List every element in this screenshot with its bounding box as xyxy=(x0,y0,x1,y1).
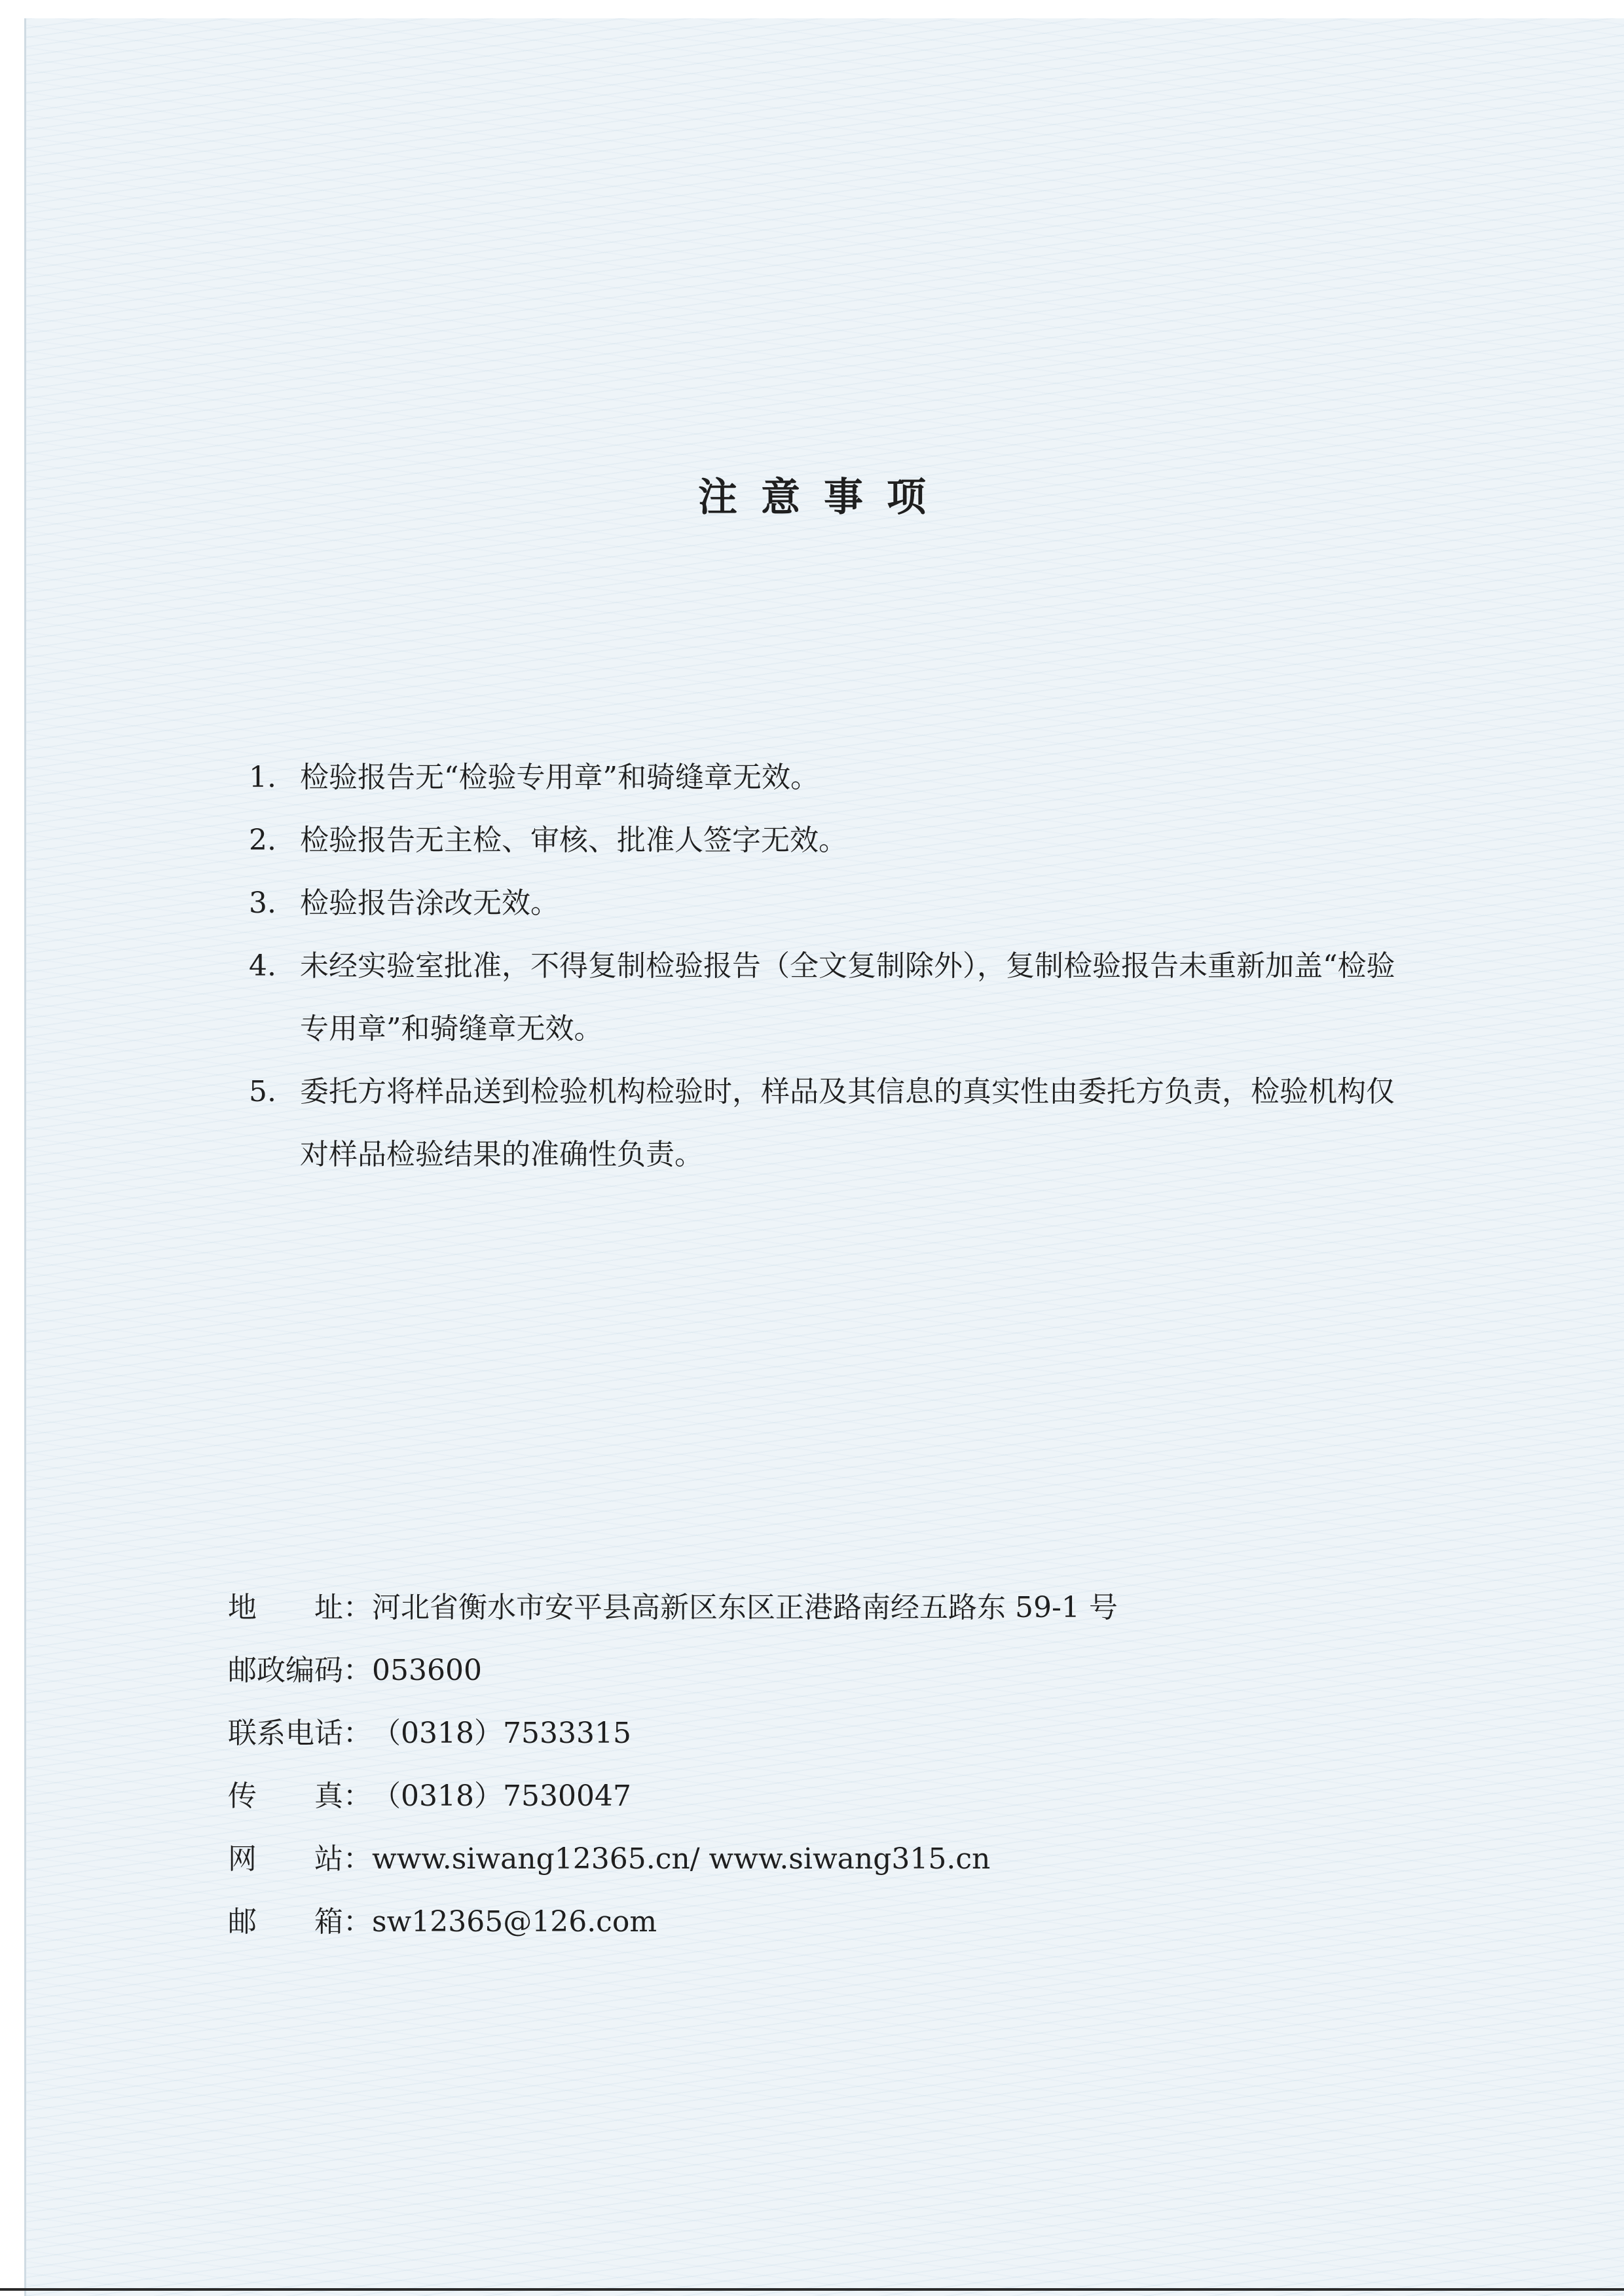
postcode-label: 邮政编码： xyxy=(228,1654,372,1687)
note-text: 检验报告无主检、审核、批准人签字无效。 xyxy=(300,824,847,857)
note-text: 检验报告涂改无效。 xyxy=(300,886,559,920)
website-value[interactable]: www.siwang12365.cn/ www.siwang315.cn xyxy=(372,1842,991,1876)
postcode-row xyxy=(228,1639,1407,1702)
note-number: 1. xyxy=(249,761,276,794)
fax-value: （0318）7530047 xyxy=(372,1779,631,1813)
address-label: 地 址： xyxy=(228,1591,372,1624)
note-text: 未经实验室批准，不得复制检验报告（全文复制除外），复制检验报告未重新加盖“检验专用章”和骑缝章无效。 xyxy=(300,949,1395,1046)
fax-row xyxy=(228,1765,1407,1828)
scan-edge-line xyxy=(0,2288,1624,2291)
website-label: 网 站： xyxy=(228,1842,372,1876)
email-row xyxy=(228,1891,1407,1954)
note-number: 5. xyxy=(249,1075,276,1108)
note-item xyxy=(249,746,1414,809)
note-number: 4. xyxy=(249,949,276,983)
phone-row xyxy=(228,1702,1407,1765)
contact-info xyxy=(228,1576,1407,1954)
note-text: 检验报告无“检验专用章”和骑缝章无效。 xyxy=(300,761,819,794)
note-item xyxy=(249,1061,1414,1186)
phone-label: 联系电话： xyxy=(228,1717,372,1750)
website-row xyxy=(228,1828,1407,1891)
note-text: 委托方将样品送到检验机构检验时，样品及其信息的真实性由委托方负责，检验机构仅对样品检验结果的准确性负责。 xyxy=(300,1075,1395,1171)
note-number: 3. xyxy=(249,886,276,920)
phone-value: （0318）7533315 xyxy=(372,1717,631,1750)
fax-label: 传 真： xyxy=(228,1779,372,1813)
email-value[interactable]: sw12365@126.com xyxy=(372,1905,657,1939)
postcode-value: 053600 xyxy=(372,1654,482,1687)
note-item xyxy=(249,809,1414,872)
email-label: 邮 箱： xyxy=(228,1905,372,1939)
address-row xyxy=(228,1576,1407,1639)
page-title: 注意事项 xyxy=(698,475,950,520)
note-item xyxy=(249,935,1414,1061)
note-number: 2. xyxy=(249,824,276,857)
notes-list xyxy=(249,746,1414,1186)
note-item xyxy=(249,872,1414,935)
address-value: 河北省衡水市安平县高新区东区正港路南经五路东 59-1 号 xyxy=(372,1591,1118,1624)
